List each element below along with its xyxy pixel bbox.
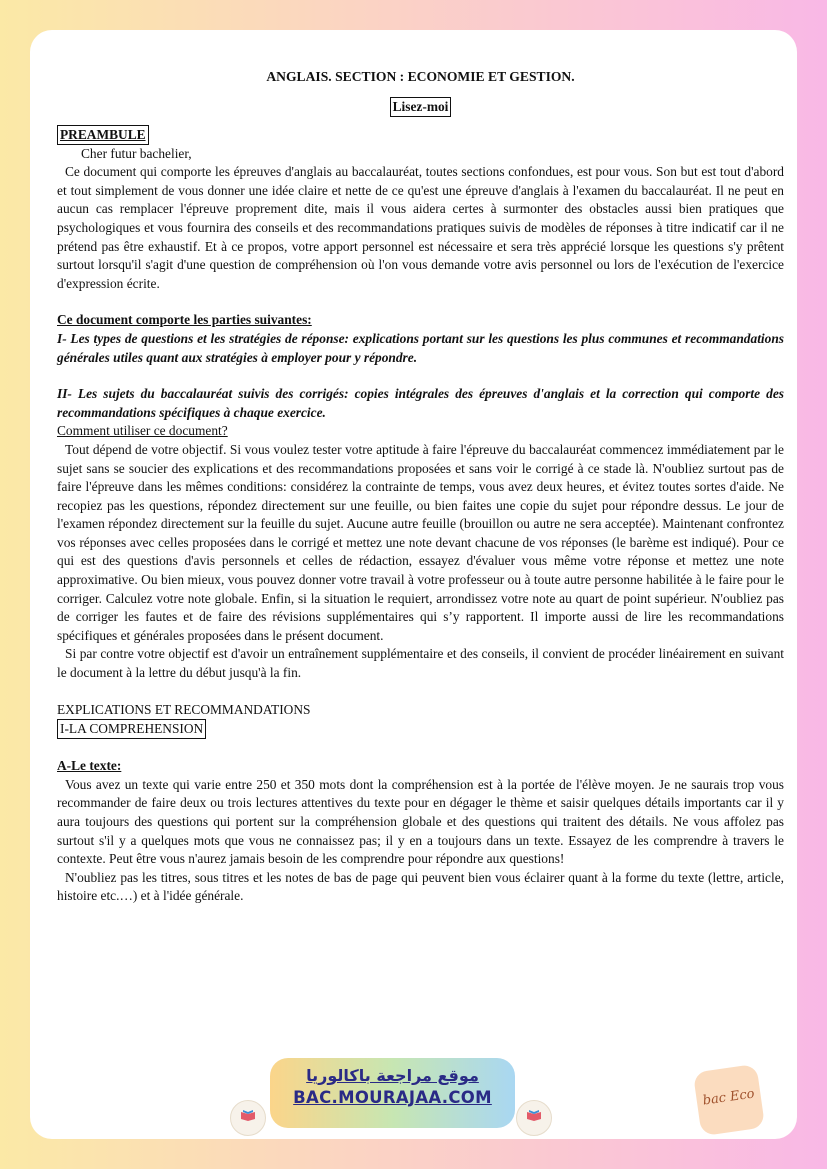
preamble-text: Ce document qui comporte les épreuves d'anglais au baccalauréat, toutes sections confondues, est pour vous. Son but est tout d'abord et tout simplement de vous donner une idée claire et nette de ce qu'est une épreuve d'anglais à l'examen du baccalauréat. Il ne peut en aucun cas remplacer l'épreuve proprement dite, mais il vous aidera certes à surmonter des obstacles aussi bien pratiques que psychologiques et vous fournira des conseils et des recommandations pratiques suivis de modèles de réponses à titre indicatif car il ne prétend pas être exhaustif. Et à ce propos, votre apport personnel est nécessaire et sera très apprécié lorsque les questions s'y prêtent surtout lorsqu'il s'agit d'une question de compréhension où l'on vous demande votre avis personnel ou lors de l'exécution de l'exercice d'expression écrite. — [57, 164, 784, 291]
comprehension-heading: I-LA COMPREHENSION — [57, 719, 206, 739]
footer-website-badge[interactable] — [270, 1058, 515, 1128]
lisez-moi-label: Lisez-moi — [390, 97, 452, 117]
preamble-heading: PREAMBULE — [57, 125, 149, 145]
howto-text-2: Si par contre votre objectif est d'avoir un entraînement supplémentaire et des conseils, il convient de procéder linéairement en suivant le document à la lettre du début jusqu'à la fin. — [57, 646, 784, 681]
bac-eco-label: bac Eco — [701, 1086, 756, 1109]
document-page — [30, 30, 797, 1139]
footer-url[interactable]: BAC.MOURAJAA.COM — [293, 1088, 492, 1107]
parts-heading: Ce document comporte les parties suivantes: — [57, 312, 312, 328]
greeting: Cher futur bachelier, — [81, 145, 192, 161]
footer-arabic-title: موقع مراجعة باكالوريا — [306, 1066, 479, 1085]
part-one: I- Les types de questions et les stratégies de réponse: explications portant sur les questions les plus communes et recommandations générales utiles quant aux stratégies à employer pour y répondre. — [57, 330, 784, 365]
site-logo-left — [230, 1100, 266, 1136]
explications-heading: EXPLICATIONS ET RECOMMANDATIONS — [57, 701, 311, 717]
texte-heading: A-Le texte: — [57, 758, 122, 774]
site-logo-right — [516, 1100, 552, 1136]
howto-text: Tout dépend de votre objectif. Si vous voulez tester votre aptitude à faire l'épreuve du baccalauréat commencez immédiatement par le sujet sans se soucier des explications et des recommandations proposées et sans voir le corrigé à ce stade là. N'oubliez surtout pas de faire l'épreuve dans les mêmes conditions: considérez la contrainte de temps, vous avez deux heures, et évitez toutes sortes d'aide. Ne recopiez pas les questions, répondez directement sur une feuille, ou bien faites une copie du sujet pour répondre dessus. Le jour de l'examen répondez directement sur la feuille du sujet. Aucune autre feuille (brouillon ou autre ne sera acceptée). Maintenant confrontez vos réponses avec celles proposées dans le corrigé et mettez une note devant chacune de vos réponses (le barème est indiqué). Pour ce qui est des questions d'avis personnels et celles de rédaction, essayez d'évaluer vous même votre réponse et mettez une note approximative. Ou bien mieux, vous pouvez donner votre travail à votre professeur ou à toute autre personne habilitée à le faire pour le corriger. Calculez votre note globale. Enfin, si la situation le requiert, arrondissez votre note au quart de point supérieur. N'oubliez pas de corriger les fautes et de faire des révisions supplémentaires qui s’y rapportent. Il importe aussi de lire les recommandations spécifiques et générales proposées dans le présent document. — [57, 441, 784, 643]
part-two: II- Les sujets du baccalauréat suivis des corrigés: copies intégrales des épreuves d'anglais et la correction qui comporte des recommandations spécifiques à chaque exercice. — [57, 386, 784, 420]
book-icon — [526, 1109, 542, 1121]
book-icon — [240, 1109, 256, 1121]
texte-paragraph-2: N'oubliez pas les titres, sous titres et les notes de bas de page qui peuvent bien vous éclairer quant à la forme du texte (lettre, article, histoire etc.…) et à l'idée générale. — [57, 869, 784, 904]
howto-heading: Comment utiliser ce document? — [57, 423, 228, 439]
bac-eco-badge — [693, 1064, 765, 1136]
document-title: ANGLAIS. SECTION : ECONOMIE ET GESTION. — [266, 69, 575, 84]
texte-paragraph-1: Vous avez un texte qui varie entre 250 et 350 mots dont la compréhension est à la portée de l'élève moyen. Je ne saurais trop vous recommander de faire deux ou trois lectures attentives du texte pour en dégager le thème et saisir quelques détails importants car il y aura toujours des questions qui portent sur la compréhension globale et des questions qui traitent des détails. Ne vous affolez pas surtout s'il y a quelques mots que vous ne connaissez pas; il y en a toujours dans un texte. Essayez de les comprendre à travers le contexte. Peut être vous n'aurez jamais besoin de les comprendre pour répondre aux questions! — [57, 776, 784, 867]
document-content — [57, 68, 784, 906]
